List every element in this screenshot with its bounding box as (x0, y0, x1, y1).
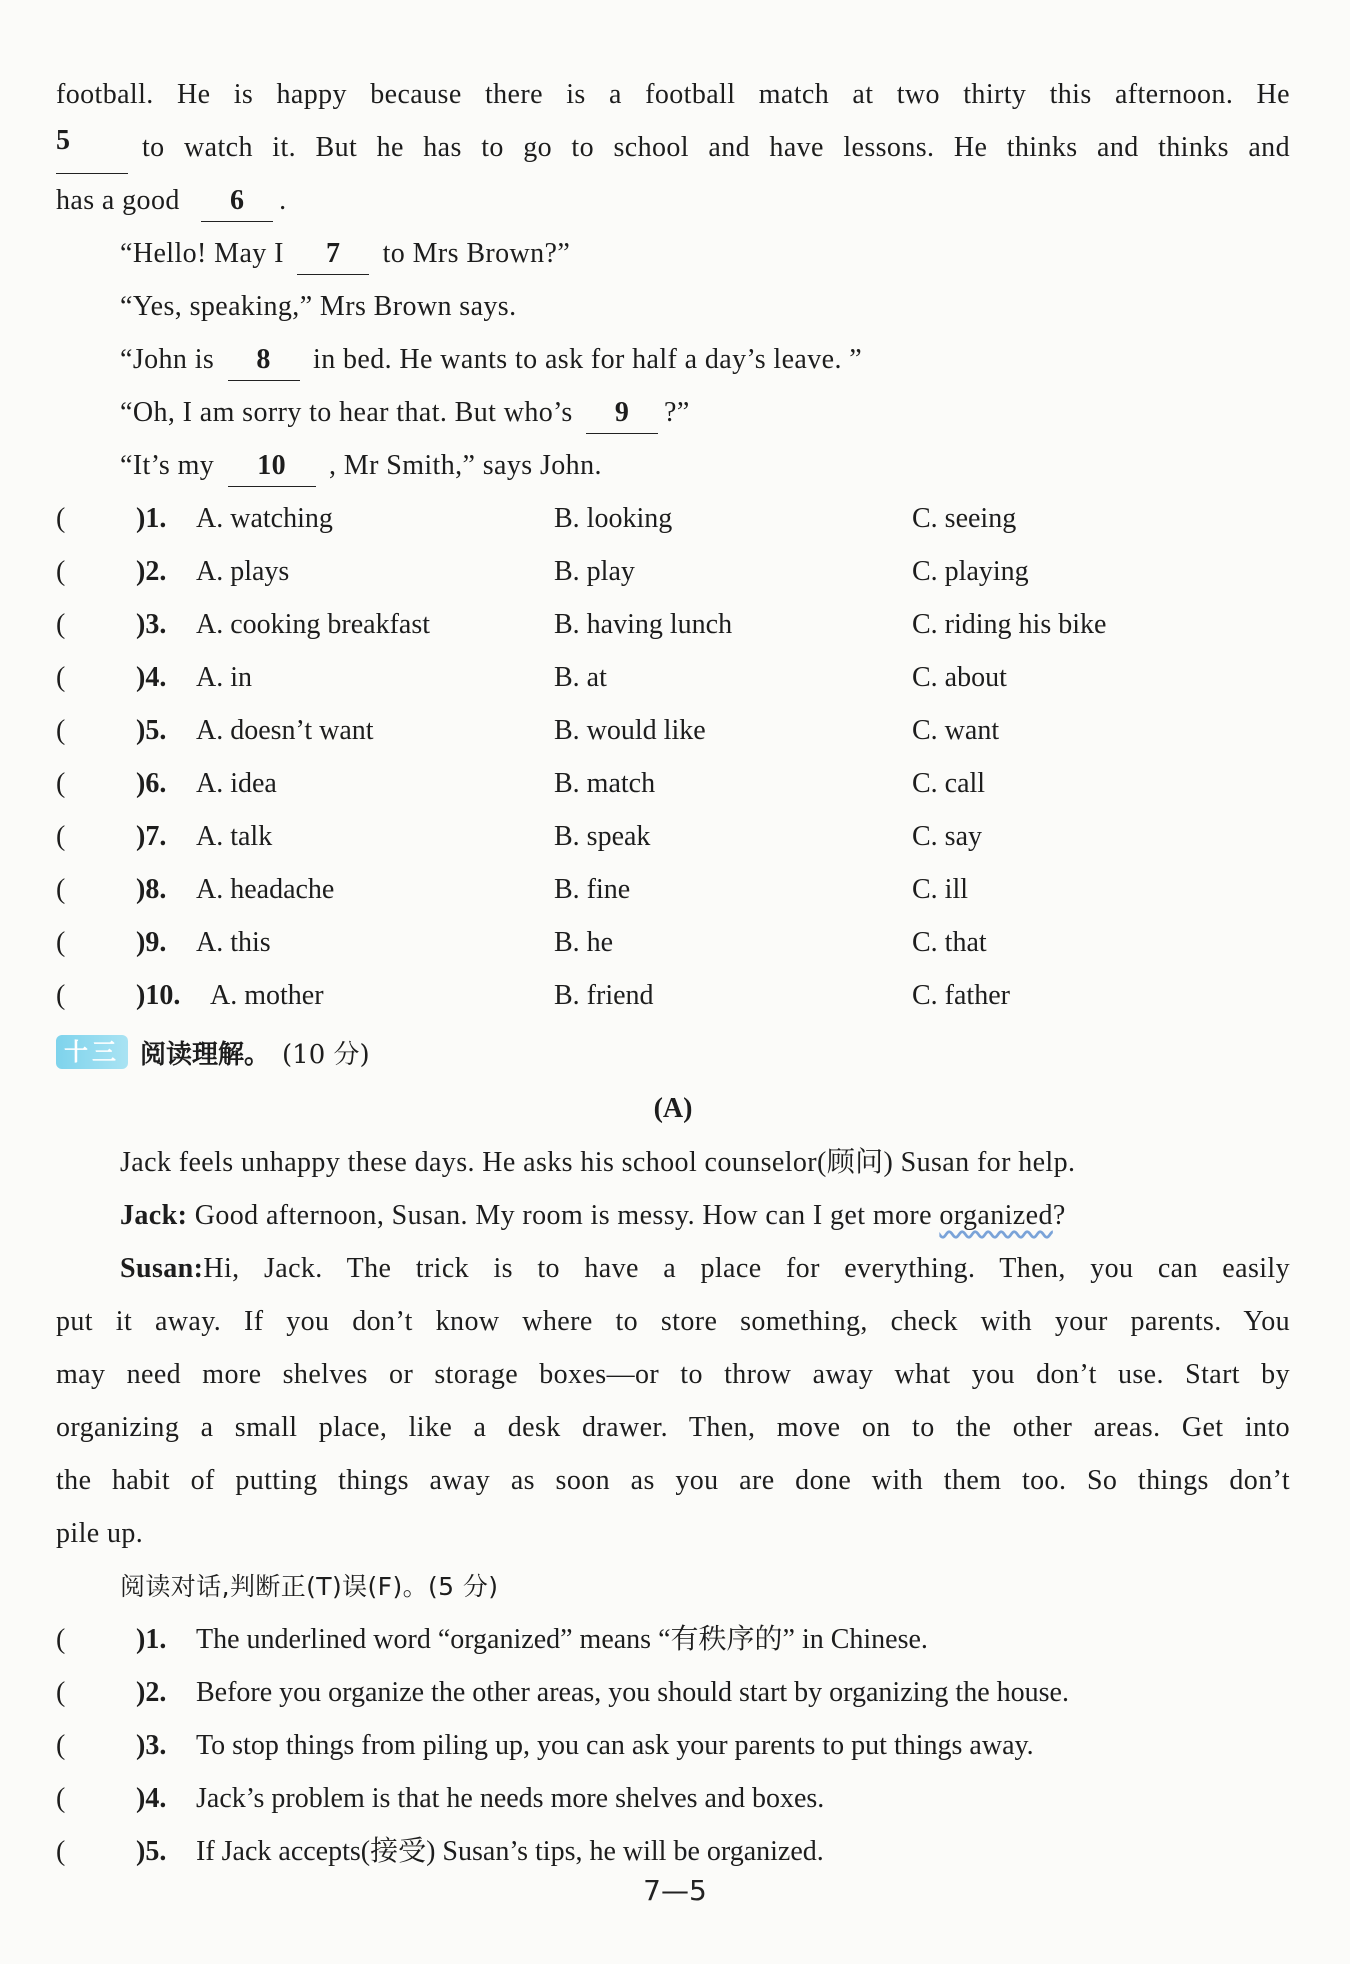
option-a: A. plays (196, 556, 290, 587)
option-c: C. call (912, 768, 986, 799)
passage-text: “John is (120, 344, 215, 375)
option-c: C. seeing (912, 503, 1017, 534)
page-number: 7—5 (643, 1874, 707, 1907)
option-a: A. in (196, 662, 252, 693)
passage-text: “It’s my (120, 450, 215, 481)
option-b: B. looking (554, 503, 673, 534)
question-number: )6. (136, 768, 167, 799)
option-b: B. friend (554, 980, 654, 1011)
passage-line: pile up. (56, 1518, 144, 1549)
question-row (56, 492, 1290, 545)
option-b: B. fine (554, 874, 631, 905)
section-score: (10 分) (282, 1039, 370, 1070)
answer-paren[interactable]: ( (56, 715, 66, 746)
question-row (56, 1772, 1290, 1825)
passage-text: “Hello! May I (120, 238, 284, 269)
passage-text: ? (1052, 1200, 1066, 1231)
instruction-line: 阅读对话,判断正(T)误(F)。(5 分) (120, 1572, 499, 1601)
option-c: C. that (912, 927, 987, 958)
question-row (56, 1613, 1290, 1666)
question-text: To stop things from piling up, you can ask your parents to put things away. (196, 1730, 1034, 1761)
option-b: B. having lunch (554, 609, 733, 640)
answer-paren[interactable]: ( (56, 1677, 66, 1708)
underlined-word: organized (939, 1200, 1053, 1231)
section-number-badge: 十三 (56, 1035, 128, 1069)
question-row (56, 1825, 1290, 1878)
blank-5: 5 (56, 121, 128, 174)
answer-paren[interactable]: ( (56, 556, 66, 587)
option-c: C. riding his bike (912, 609, 1107, 640)
passage-text: “Oh, I am sorry to hear that. But who’s (120, 397, 573, 428)
passage-line: put it away. If you don’t know where to store something, check with your parents. You (56, 1306, 1290, 1337)
question-number: )8. (136, 874, 167, 905)
question-row (56, 704, 1290, 757)
question-row (56, 969, 1290, 1022)
question-row (56, 863, 1290, 916)
answer-paren[interactable]: ( (56, 1730, 66, 1761)
passage-line (56, 227, 1290, 280)
passage-line: organizing a small place, like a desk drawer. Then, move on to the other areas. Get into (56, 1412, 1290, 1443)
passage-line: the habit of putting things away as soon as you are done with them too. So things don’t (56, 1465, 1290, 1496)
question-number: )7. (136, 821, 167, 852)
option-c: C. ill (912, 874, 969, 905)
question-row (56, 1666, 1290, 1719)
option-b: B. he (554, 927, 614, 958)
answer-paren[interactable]: ( (56, 980, 66, 1011)
option-a: A. doesn’t want (196, 715, 374, 746)
question-number: )1. (136, 1624, 167, 1655)
passage-text: Hi, Jack. The trick is to have a place for everything. Then, you can easily (203, 1253, 1290, 1284)
option-a: A. cooking breakfast (196, 609, 431, 640)
question-number: )4. (136, 662, 167, 693)
question-row (56, 545, 1290, 598)
dialogue-line-susan (56, 1242, 1290, 1295)
passage-label: (A) (653, 1093, 693, 1124)
option-c: C. father (912, 980, 1010, 1011)
passage-text: . (279, 185, 287, 216)
answer-paren[interactable]: ( (56, 927, 66, 958)
passage-line: “Yes, speaking,” Mrs Brown says. (120, 291, 517, 322)
passage-text: has a good (56, 185, 180, 216)
option-b: B. would like (554, 715, 706, 746)
dialogue-line-jack (56, 1189, 1290, 1242)
passage-text: to Mrs Brown?” (382, 238, 571, 269)
section-title: 阅读理解。 (140, 1039, 271, 1070)
option-c: C. playing (912, 556, 1029, 587)
cloze-passage (56, 68, 1290, 492)
option-a: A. talk (196, 821, 273, 852)
answer-paren[interactable]: ( (56, 1783, 66, 1814)
passage-text: , Mr Smith,” says John. (329, 450, 602, 481)
answer-paren[interactable]: ( (56, 821, 66, 852)
section-header (56, 1022, 1290, 1082)
option-c: C. about (912, 662, 1007, 693)
question-text: Jack’s problem is that he needs more shelves and boxes. (196, 1783, 825, 1814)
question-number: )5. (136, 715, 167, 746)
passage-line: may need more shelves or storage boxes—or to throw away what you don’t use. Start by (56, 1359, 1290, 1390)
question-number: )5. (136, 1836, 167, 1867)
question-row (56, 810, 1290, 863)
question-number: )9. (136, 927, 167, 958)
blank-9: 9 (586, 393, 658, 434)
speaker-name: Jack: (120, 1200, 188, 1231)
passage-line (56, 386, 1290, 439)
true-false-questions (56, 1613, 1290, 1878)
question-row (56, 598, 1290, 651)
option-c: C. want (912, 715, 1000, 746)
blank-6: 6 (201, 181, 273, 222)
passage-line (56, 174, 1290, 227)
question-row (56, 1719, 1290, 1772)
cloze-options (56, 492, 1290, 1022)
blank-8: 8 (228, 340, 300, 381)
option-a: A. idea (196, 768, 277, 799)
passage-line (56, 439, 1290, 492)
blank-10: 10 (228, 446, 316, 487)
question-row (56, 916, 1290, 969)
option-a: A. headache (196, 874, 335, 905)
answer-paren[interactable]: ( (56, 503, 66, 534)
question-text: Before you organize the other areas, you should start by organizing the house. (196, 1677, 1069, 1708)
passage-text: ?” (664, 397, 690, 428)
question-number: )1. (136, 503, 167, 534)
option-c: C. say (912, 821, 982, 852)
passage-line: football. He is happy because there is a football match at two thirty this afternoon. He (56, 79, 1290, 110)
answer-paren[interactable]: ( (56, 609, 66, 640)
speaker-name: Susan: (120, 1253, 204, 1284)
question-number: )10. (136, 980, 181, 1011)
question-text: The underlined word “organized” means “有秩序的” in Chinese. (196, 1624, 928, 1655)
passage-line (56, 333, 1290, 386)
blank-7: 7 (297, 234, 369, 275)
answer-paren[interactable]: ( (56, 768, 66, 799)
answer-paren[interactable]: ( (56, 662, 66, 693)
question-number: )3. (136, 1730, 167, 1761)
option-a: A. watching (196, 503, 333, 534)
passage-text: Good afternoon, Susan. My room is messy. How can I get more (187, 1200, 940, 1231)
question-number: )3. (136, 609, 167, 640)
question-row (56, 651, 1290, 704)
answer-paren[interactable]: ( (56, 1836, 66, 1867)
passage-text: in bed. He wants to ask for half a day’s leave. ” (313, 344, 863, 375)
question-number: )2. (136, 1677, 167, 1708)
option-a: A. mother (210, 980, 324, 1011)
question-number: )4. (136, 1783, 167, 1814)
option-b: B. speak (554, 821, 651, 852)
option-a: A. this (196, 927, 271, 958)
passage-line (56, 121, 1290, 174)
worksheet-page (56, 68, 1290, 1878)
answer-paren[interactable]: ( (56, 874, 66, 905)
option-b: B. match (554, 768, 656, 799)
question-text: If Jack accepts(接受) Susan’s tips, he will be organized. (196, 1836, 824, 1867)
passage-line: Jack feels unhappy these days. He asks his school counselor(顾问) Susan for help. (120, 1147, 1076, 1178)
reading-passage (56, 1082, 1290, 1613)
option-b: B. play (554, 556, 635, 587)
passage-text: to watch it. But he has to go to school and have lessons. He thinks and thinks and (142, 132, 1290, 163)
question-row (56, 757, 1290, 810)
option-b: B. at (554, 662, 607, 693)
answer-paren[interactable]: ( (56, 1624, 66, 1655)
question-number: )2. (136, 556, 167, 587)
